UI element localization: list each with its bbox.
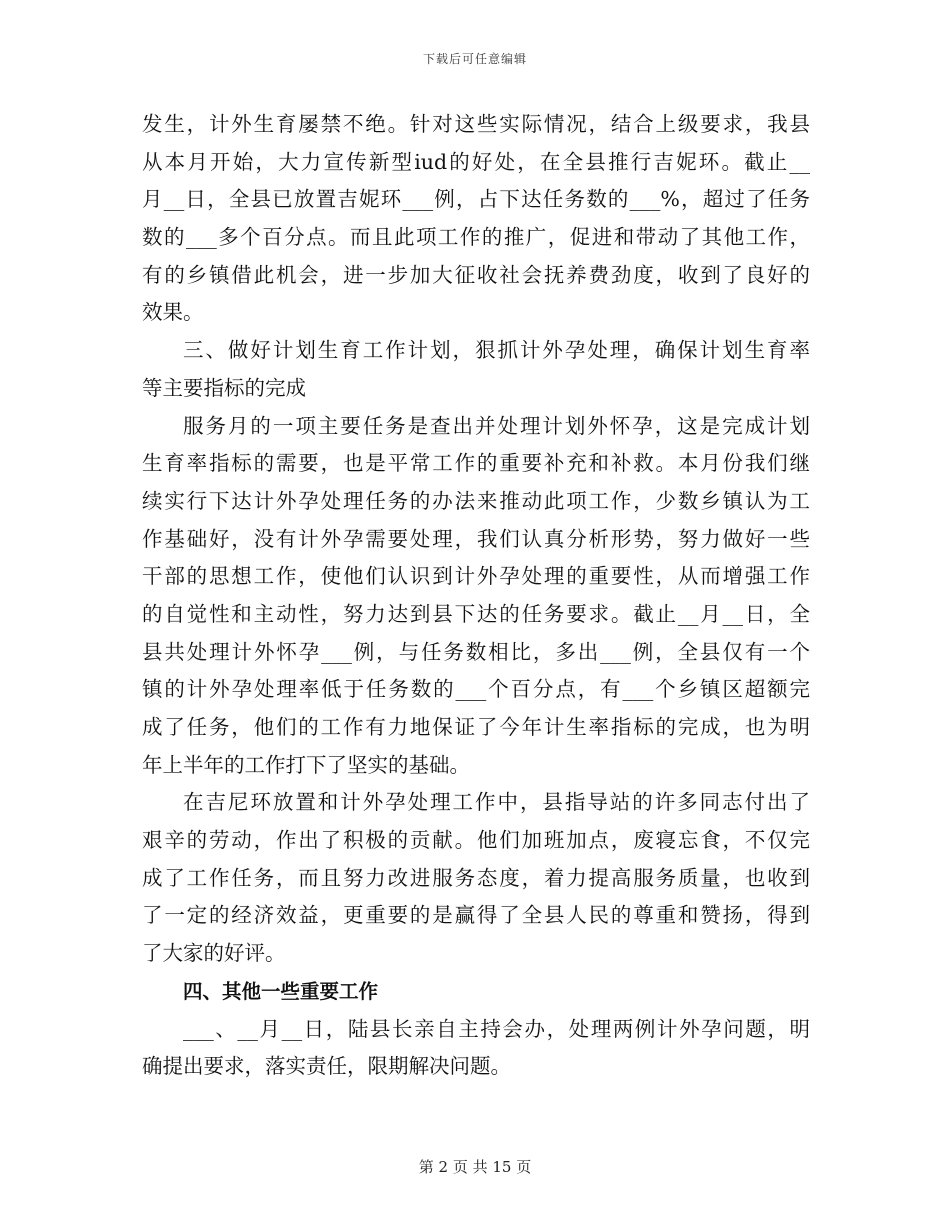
body-text-line: 等主要指标的完成 — [142, 375, 306, 400]
body-text-line: 有的乡镇借此机会，进一步加大征收社会抚养费劲度，收到了良好的 — [142, 262, 810, 287]
body-text-line: 年上半年的工作打下了坚实的基础。 — [142, 752, 470, 777]
body-text-line: 作基础好，没有计外孕需要处理，我们认真分析形势，努力做好一些 — [142, 526, 810, 551]
body-text-line: 服务月的一项主要任务是查出并处理计划外怀孕，这是完成计划 — [183, 413, 810, 438]
body-text-line: 数的___多个百分点。而且此项工作的推广，促进和带动了其他工作， — [142, 225, 810, 250]
page-footer: 第 2 页 共 15 页 — [418, 1158, 532, 1176]
body-text-line: 县共处理计外怀孕___例，与任务数相比，多出___例，全县仅有一个 — [142, 639, 810, 664]
body-text-line: 月__日，全县已放置吉妮环___例，占下达任务数的___%，超过了任务 — [142, 187, 810, 212]
body-text-line: 艰辛的劳动，作出了积极的贡献。他们加班加点，废寝忘食，不仅完 — [142, 828, 810, 853]
body-text-line: 从本月开始，大力宣传新型iud的好处，在全县推行吉妮环。截止__ — [142, 149, 810, 174]
section-heading: 四、其他一些重要工作 — [183, 979, 379, 1003]
document-body — [142, 106, 810, 1086]
body-text-line: 三、做好计划生育工作计划，狠抓计外孕处理，确保计划生育率 — [183, 338, 810, 363]
body-text-line: 了一定的经济效益，更重要的是赢得了全县人民的尊重和赞扬，得到 — [142, 903, 810, 928]
body-text-line: 干部的思想工作，使他们认识到计外孕处理的重要性，从而增强工作 — [142, 564, 810, 589]
body-text-line: 生育率指标的需要，也是平常工作的重要补充和补救。本月份我们继 — [142, 451, 810, 476]
body-text-line: 了大家的好评。 — [142, 941, 286, 966]
body-text-line: 在吉尼环放置和计外孕处理工作中，县指导站的许多同志付出了 — [183, 790, 810, 815]
body-text-line: 续实行下达计外孕处理任务的办法来推动此项工作，少数乡镇认为工 — [142, 488, 810, 513]
page-header: 下载后可任意编辑 — [422, 52, 527, 66]
body-text-line: 的自觉性和主动性，努力达到县下达的任务要求。截止__月__日，全 — [142, 601, 810, 626]
body-text-line: ___、__月__日，陆县长亲自主持会办，处理两例计外孕问题，明 — [183, 1016, 810, 1041]
body-text-line: 确提出要求，落实责任，限期解决问题。 — [142, 1054, 511, 1079]
body-text-line: 效果。 — [142, 300, 204, 325]
body-text-line: 发生，计外生育屡禁不绝。针对这些实际情况，结合上级要求，我县 — [142, 112, 810, 136]
body-text-line: 成了任务，他们的工作有力地保证了今年计生率指标的完成，也为明 — [142, 715, 810, 739]
body-text-line: 镇的计外孕处理率低于任务数的___个百分点，有___个乡镇区超额完 — [142, 677, 810, 702]
body-text-line: 成了工作任务，而且努力改进服务态度，着力提高服务质量，也收到 — [142, 865, 810, 890]
